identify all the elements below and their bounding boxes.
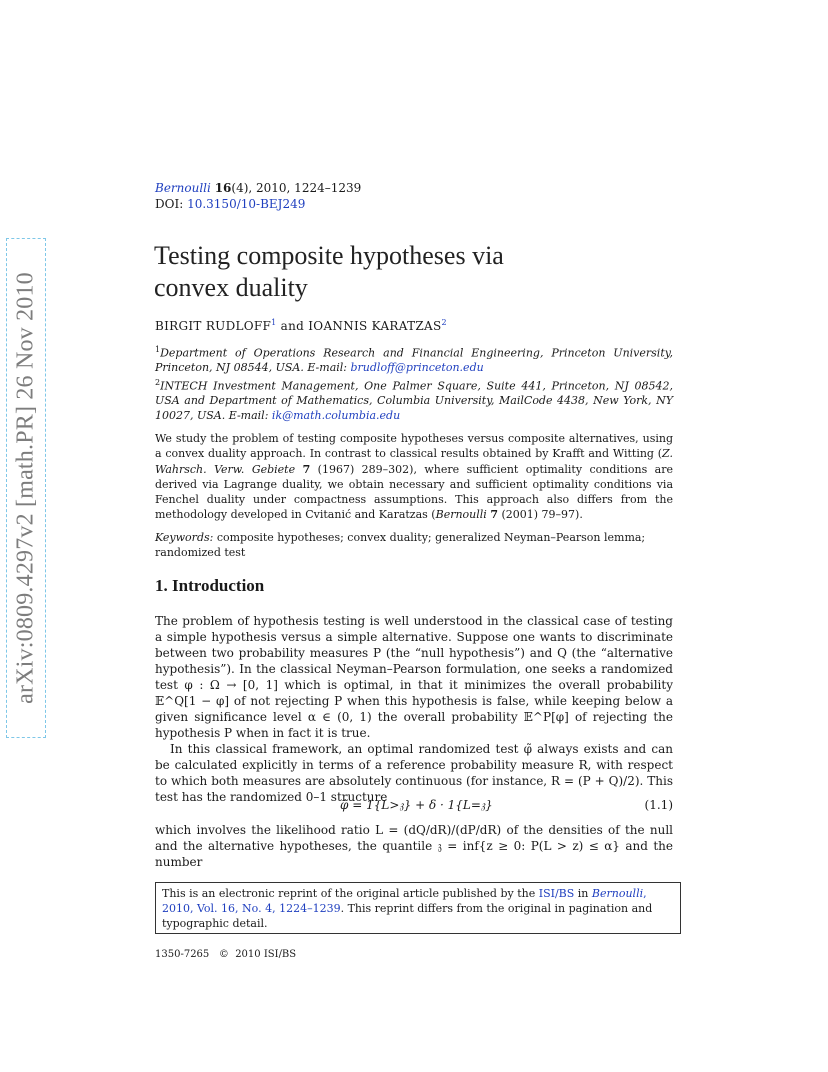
footer-copyright <box>155 949 296 960</box>
reprint-text-2: in <box>574 887 592 900</box>
title-line-1: Testing composite hypotheses via <box>154 241 504 270</box>
paragraph-3: which involves the likelihood ratio L = (dQ/dR)/(dP/dR) of the densities of the null and the alternative hypotheses, the quantile 𝔷 = inf{z ≥ 0: P(L > z) ≤ α} and the number <box>155 823 673 869</box>
keywords-label: Keywords: <box>155 531 214 544</box>
author-1: BIRGIT RUDLOFF <box>155 319 272 333</box>
journal-citation <box>155 180 361 212</box>
affiliation-2-marker: 2 <box>155 377 161 387</box>
abstract-text-3: (2001) 79–97). <box>497 508 583 522</box>
reprint-text-3: . This reprint differs from the original in pagination and typographic detail. <box>162 902 653 930</box>
abstract-ref-1-journal: Z. Wahrsch. Verw. Gebiete <box>155 447 673 476</box>
author-2-footnote[interactable]: 2 <box>441 318 447 327</box>
author-1-footnote[interactable]: 1 <box>271 318 277 327</box>
affiliation-1 <box>155 343 673 376</box>
email-link-1[interactable]: brudloff@princeton.edu <box>350 361 484 375</box>
affiliation-1-text: Department of Operations Research and Financial Engineering, Princeton University, Princeton, NJ 08544, USA. E-mail: <box>155 346 673 375</box>
equation-number: (1.1) <box>644 798 673 812</box>
paragraph-1: The problem of hypothesis testing is well understood in the classical case of testing a simple hypothesis versus a simple alternative. Suppose one wants to discriminate between two probability measures P (the “null hypothesis”) and Q (the “alternative hypothesis”). In the classical Neyman–Pearson formulation, one seeks a randomized test φ : Ω → [0, 1] which is optimal, in that it minimizes the overall probability 𝔼^Q[1 − φ] of not rejecting P when this hypothesis is false, while keeping below a given significance level α ∈ (0, 1) the overall probability 𝔼^P[φ] of rejecting the hypothesis P when in fact it is true. <box>155 614 673 740</box>
arxiv-side-stamp <box>6 238 46 738</box>
abstract-text-1: We study the problem of testing composite hypotheses versus composite alternatives, using a convex duality approach. In contrast to classical results obtained by Krafft and Witting ( <box>155 432 673 461</box>
isi-bs-link[interactable]: ISI/BS <box>538 887 575 900</box>
copyright-icon: © <box>218 949 229 960</box>
body-text-continued <box>155 822 673 870</box>
author-list <box>155 318 447 333</box>
reprint-text-1: This is an electronic reprint of the original article published by the <box>162 887 539 900</box>
doi-label: DOI: <box>155 197 184 211</box>
journal-link[interactable]: Bernoulli <box>155 181 211 195</box>
affiliation-1-marker: 1 <box>155 345 161 354</box>
body-text <box>155 613 673 805</box>
section-heading: 1. Introduction <box>155 576 265 595</box>
paper-title <box>154 240 504 304</box>
authors-and: and <box>276 319 309 333</box>
email-link-2[interactable]: ik@math.columbia.edu <box>271 408 401 422</box>
reprint-comma: , <box>643 887 647 900</box>
issn: 1350-7265 <box>155 949 210 960</box>
keywords <box>155 530 673 560</box>
reprint-notice <box>155 882 681 934</box>
reprint-volume-link[interactable]: 2010, Vol. 16, No. 4, 1224–1239 <box>162 902 341 915</box>
journal-details: (4), 2010, 1224–1239 <box>231 181 362 195</box>
abstract-text-2: (1967) 289–302), where sufficient optimality conditions are derived via Lagrange duality, we obtain necessary and sufficient optimality conditions via Fenchel duality under compactness assumptions. This approach also differs from the methodology developed in Cvitanić and Karatzas ( <box>155 462 673 522</box>
equation-formula: φ̃ = 1{L>𝔷} + δ · 1{L=𝔷} <box>340 798 493 812</box>
abstract-ref-2-volume: 7 <box>490 508 498 522</box>
paragraph-2: In this classical framework, an optimal randomized test φ̃ always exists and can be calculated explicitly in terms of a reference probability measure R, with respect to which both measures are absolutely continuous (for instance, R = (P + Q)/2). This test has the randomized 0–1 structure <box>155 742 673 804</box>
journal-volume: 16 <box>214 181 232 195</box>
equation-1-1 <box>155 798 673 816</box>
abstract <box>155 431 673 523</box>
keywords-text: composite hypotheses; convex duality; generalized Neyman–Pearson lemma; randomized test <box>155 531 646 559</box>
reprint-journal-link[interactable]: Bernoulli <box>591 887 644 900</box>
title-line-2: convex duality <box>154 273 308 302</box>
affiliation-2-text: INTECH Investment Management, One Palmer Square, Suite 441, Princeton, NJ 08542, USA and Department of Mathematics, Columbia University, MailCode 4438, New York, NY 10027, USA. E-mail: <box>155 379 673 422</box>
author-2: IOANNIS KARATZAS <box>308 319 442 333</box>
arxiv-stamp-text: arXiv:0809.4297v2 [math.PR] 26 Nov 2010 <box>12 272 39 704</box>
affiliations <box>155 343 673 423</box>
abstract-ref-2-journal: Bernoulli <box>435 508 487 522</box>
copyright-year: 2010 ISI/BS <box>235 949 297 960</box>
doi-link[interactable]: 10.3150/10-BEJ249 <box>187 197 306 211</box>
abstract-ref-1-volume: 7 <box>302 462 311 476</box>
affiliation-2 <box>155 376 673 423</box>
